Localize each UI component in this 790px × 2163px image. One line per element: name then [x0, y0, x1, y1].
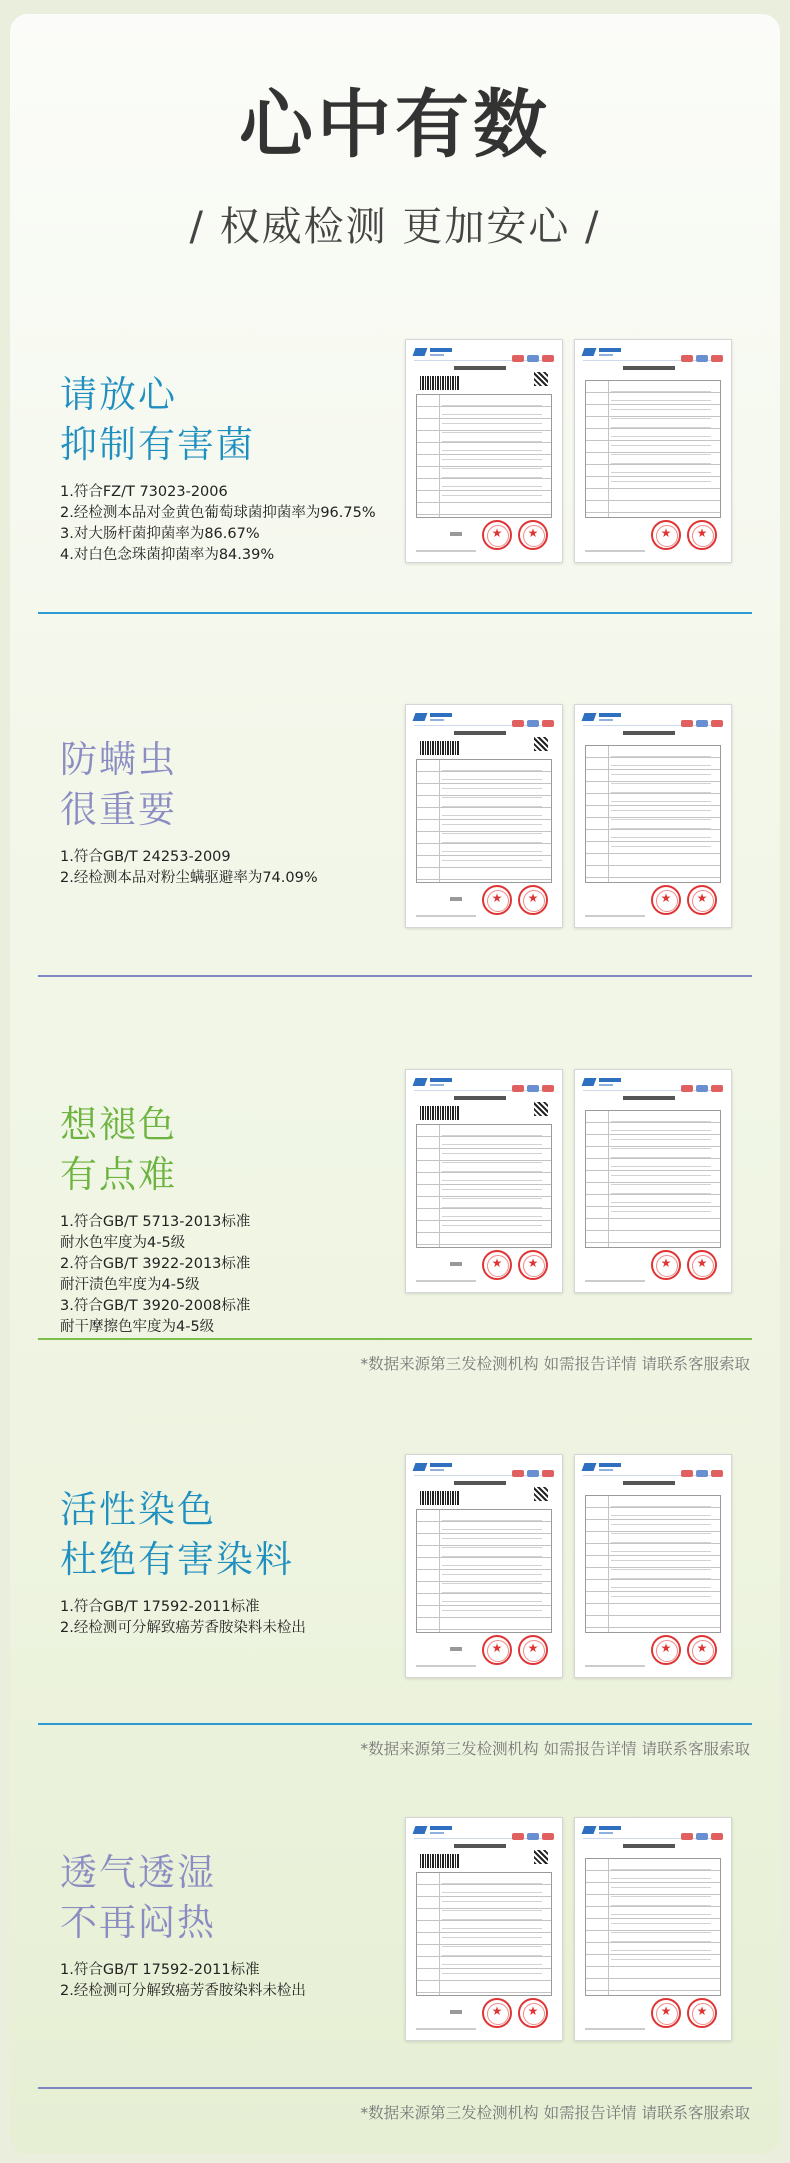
test-result-item: 1.符合GB/T 5713-2013标准	[60, 1214, 251, 1230]
section-title-line: 有点难	[60, 1153, 177, 1196]
test-report-image	[405, 704, 563, 928]
test-report-image	[405, 339, 563, 563]
test-report-image	[574, 704, 732, 928]
test-result-item: 3.符合GB/T 3920-2008标准	[60, 1298, 251, 1314]
section-title-line: 防螨虫	[60, 738, 177, 781]
test-result-list	[60, 1597, 306, 1639]
section-title	[60, 1100, 177, 1200]
inspection-seal-icon	[687, 885, 717, 915]
section-title	[60, 735, 177, 835]
test-report-image	[574, 339, 732, 563]
inspection-seal-icon	[687, 1998, 717, 2028]
section-title-line: 杜绝有害染料	[60, 1538, 294, 1581]
inspection-seal-icon	[482, 1250, 512, 1280]
test-result-item: 耐水色牢度为4-5级	[60, 1235, 186, 1251]
section-title-line: 想褪色	[60, 1103, 177, 1146]
section-divider	[38, 2087, 752, 2089]
inspection-seal-icon	[687, 1250, 717, 1280]
test-result-item: 2.经检测本品对金黄色葡萄球菌抑菌率为96.75%	[60, 505, 376, 521]
section-title-line: 很重要	[60, 788, 177, 831]
inspection-seal-icon	[687, 1635, 717, 1665]
section-title	[60, 370, 255, 470]
page-subtitle: / 权威检测 更加安心 /	[189, 204, 601, 250]
test-result-item: 2.经检测可分解致癌芳香胺染料未检出	[60, 1983, 306, 1999]
test-result-item: 1.符合GB/T 17592-2011标准	[60, 1599, 260, 1615]
test-result-list	[60, 847, 318, 889]
inspection-seal-icon	[651, 520, 681, 550]
section-title-line: 活性染色	[60, 1488, 216, 1531]
test-result-list	[60, 1212, 250, 1338]
test-result-item: 4.对白色念珠菌抑菌率为84.39%	[60, 547, 275, 563]
inspection-seal-icon	[482, 1998, 512, 2028]
inspection-seal-icon	[518, 1250, 548, 1280]
section-divider	[38, 975, 752, 977]
inspection-seal-icon	[482, 1635, 512, 1665]
section-title	[60, 1485, 294, 1585]
test-report-image	[405, 1817, 563, 2041]
test-result-item: 2.符合GB/T 3922-2013标准	[60, 1256, 251, 1272]
inspection-seal-icon	[482, 520, 512, 550]
test-result-item: 2.经检测本品对粉尘螨驱避率为74.09%	[60, 870, 318, 886]
inspection-seal-icon	[518, 1998, 548, 2028]
inspection-seal-icon	[518, 520, 548, 550]
test-result-item: 1.符合GB/T 17592-2011标准	[60, 1962, 260, 1978]
inspection-seal-icon	[651, 885, 681, 915]
data-source-note: *数据来源第三发检测机构 如需报告详情 请联系客服索取	[360, 1740, 750, 1758]
test-result-list	[60, 482, 376, 566]
test-report-image	[574, 1454, 732, 1678]
section-title-line: 请放心	[60, 373, 177, 416]
test-result-item: 耐汗渍色牢度为4-5级	[60, 1277, 200, 1293]
inspection-seal-icon	[651, 1998, 681, 2028]
test-report-image	[574, 1069, 732, 1293]
inspection-seal-icon	[687, 520, 717, 550]
inspection-seal-icon	[518, 1635, 548, 1665]
test-report-image	[574, 1817, 732, 2041]
section-title-line: 抑制有害菌	[60, 423, 255, 466]
test-result-item: 3.对大肠杆菌抑菌率为86.67%	[60, 526, 260, 542]
section-divider	[38, 1723, 752, 1725]
inspection-seal-icon	[651, 1250, 681, 1280]
test-result-list	[60, 1960, 306, 2002]
test-report-image	[405, 1454, 563, 1678]
inspection-seal-icon	[518, 885, 548, 915]
section-title	[60, 1848, 216, 1948]
section-title-line: 不再闷热	[60, 1901, 216, 1944]
data-source-note: *数据来源第三发检测机构 如需报告详情 请联系客服索取	[360, 2104, 750, 2122]
section-title-line: 透气透湿	[60, 1851, 216, 1894]
test-result-item: 1.符合GB/T 24253-2009	[60, 849, 231, 865]
test-result-item: 2.经检测可分解致癌芳香胺染料未检出	[60, 1620, 306, 1636]
data-source-note: *数据来源第三发检测机构 如需报告详情 请联系客服索取	[360, 1355, 750, 1373]
page-title: 心中有数	[239, 82, 551, 168]
test-report-image	[405, 1069, 563, 1293]
test-result-item: 耐干摩擦色牢度为4-5级	[60, 1319, 215, 1335]
inspection-seal-icon	[482, 885, 512, 915]
section-divider	[38, 1338, 752, 1340]
test-result-item: 1.符合FZ/T 73023-2006	[60, 484, 228, 500]
section-divider	[38, 612, 752, 614]
inspection-seal-icon	[651, 1635, 681, 1665]
